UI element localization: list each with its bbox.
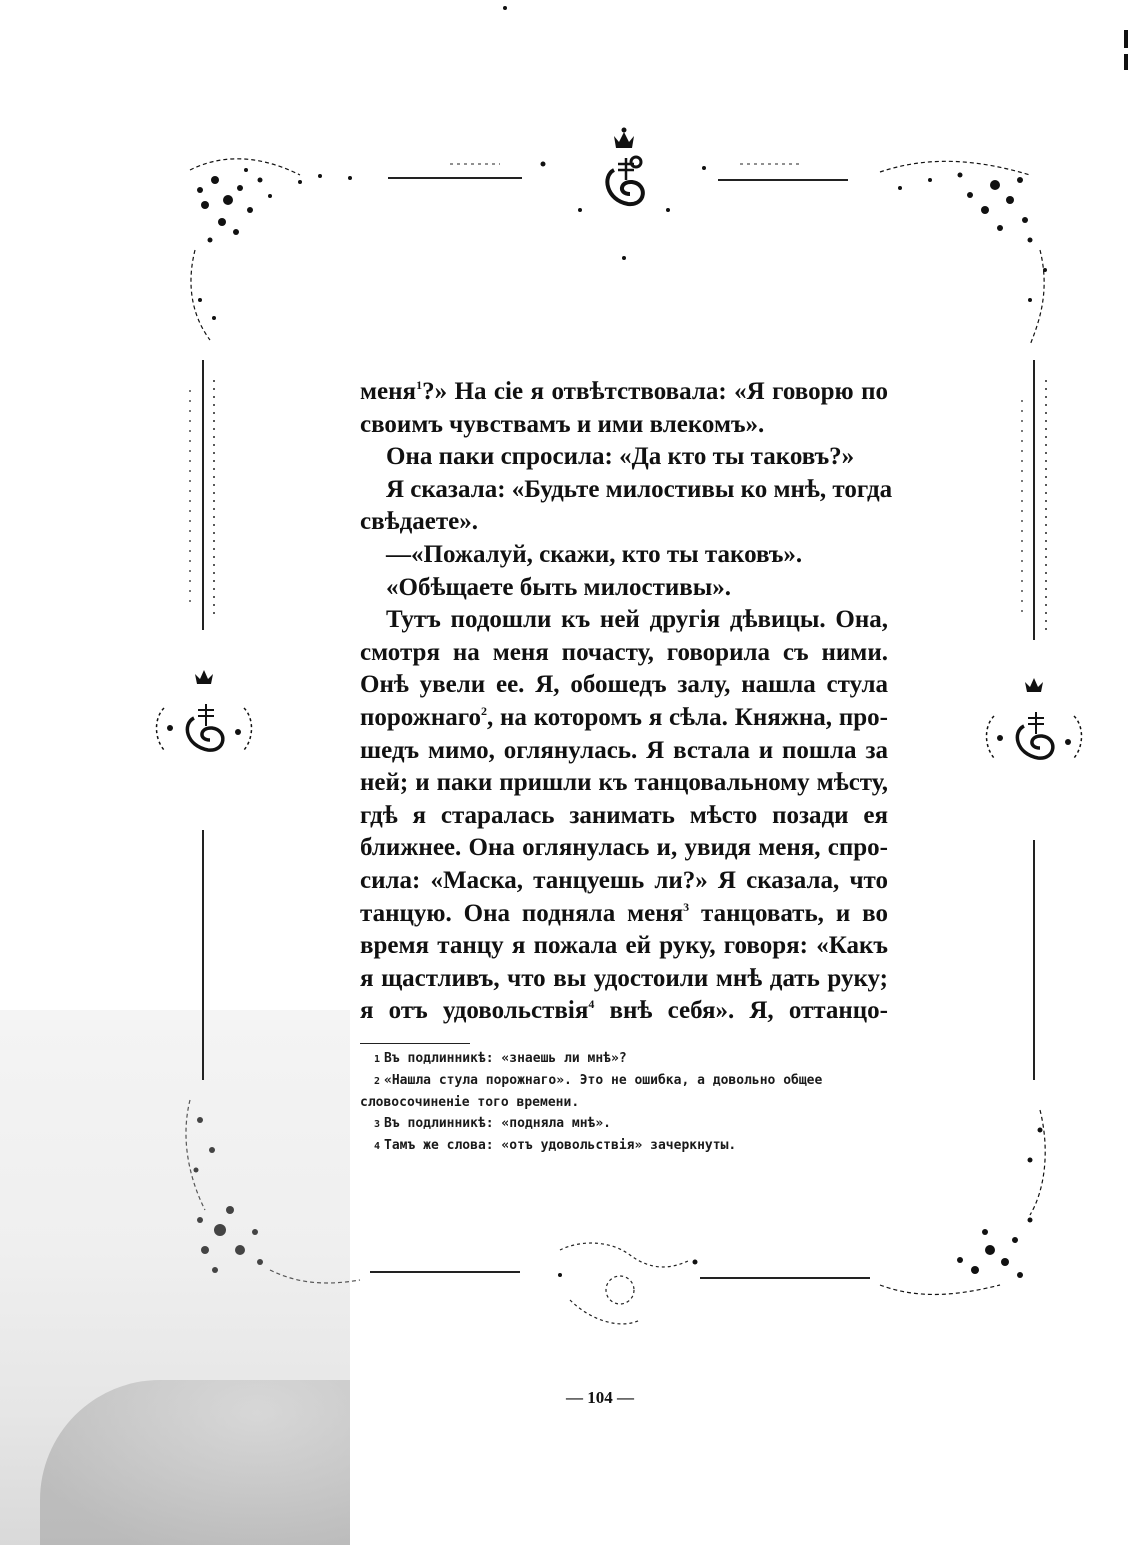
text-line	[360, 669, 888, 702]
text-line	[360, 604, 888, 637]
text-line-main: смотря на меня почасту, говорила съ ними.	[360, 638, 888, 666]
text-line-main: танцую. Она подняла меня	[360, 899, 684, 927]
text-line-main: свѣдаете».	[360, 508, 478, 536]
text-line	[360, 474, 893, 507]
text-line-main: шедъ мимо, оглянулась. Я встала и пошла за	[360, 736, 888, 764]
text-line-continuation: танцовать, и во	[689, 899, 888, 927]
footnote-text: Въ подлинникѣ: «знаешь ли мнѣ»?	[384, 1051, 627, 1066]
footnote	[360, 1113, 888, 1135]
text-line-main: порожнаго	[360, 703, 481, 731]
text-line-main: —«Пожалуй, скажи, кто ты таковъ».	[386, 540, 803, 568]
text-line-main: гдѣ я старалась занимать мѣсто позади ея	[360, 801, 888, 829]
footnote-marker: 2	[480, 703, 487, 718]
footnote-text: словосочиненіе того времени.	[360, 1095, 580, 1110]
footnote-marker: 1	[416, 378, 423, 392]
footnote-marker: 4	[588, 997, 595, 1012]
text-line-main: своимъ чувствамъ и ими влекомъ».	[360, 410, 765, 438]
text-line	[360, 898, 888, 931]
footnote-number: 4	[374, 1141, 381, 1152]
side-ornament-icon	[157, 670, 252, 750]
footnote	[360, 1070, 888, 1092]
text-line	[360, 637, 888, 670]
corner-flourish-icon	[190, 159, 352, 340]
text-line	[360, 702, 888, 735]
footnote-rule	[360, 1043, 470, 1044]
text-line	[360, 963, 888, 996]
corner-flourish-icon	[880, 1110, 1045, 1294]
footnote-number: 1	[374, 1054, 381, 1065]
corner-flourish-icon	[880, 161, 1047, 345]
text-line	[360, 735, 888, 768]
footnote	[360, 1092, 888, 1113]
text-line-main: Тутъ подошли къ ней другія дѣвицы. Она,	[386, 606, 888, 634]
body-text	[360, 376, 893, 1028]
text-line-main: я щастливъ, что вы удостоили мнѣ дать руку;	[360, 964, 888, 992]
corner-flourish-icon	[186, 1100, 360, 1283]
text-line	[360, 995, 888, 1028]
side-ornament-icon	[987, 678, 1082, 758]
text-line-main: я отъ удовольствія	[360, 997, 589, 1025]
page-number: — 104 —	[566, 1388, 634, 1407]
text-line	[360, 930, 888, 963]
crown-monogram-icon	[607, 128, 642, 205]
text-line	[360, 767, 888, 800]
text-line-main: Онѣ увели ее. Я, обошедъ залу, нашла стула	[360, 671, 888, 699]
text-line	[360, 539, 888, 572]
text-line	[360, 409, 888, 442]
text-line	[360, 832, 888, 865]
text-line	[360, 376, 888, 409]
footnote-marker: 3	[683, 899, 690, 914]
footnotes	[360, 1048, 888, 1157]
text-line-main: время танцу я пожала ей руку, говоря: «Какъ	[360, 932, 888, 960]
footnote-text: «Нашла стула порожнаго». Это не ошибка, а довольно общее	[384, 1073, 823, 1088]
text-line-continuation: , на которомъ я сѣла. Княжна, про-	[486, 703, 888, 731]
text-line	[360, 441, 888, 474]
text-line-continuation: ?» На сіе я отвѣтствовала: «Я говорю по	[422, 378, 888, 405]
text-line-main: ближнее. Она оглянулась и, увидя меня, спро-	[360, 834, 888, 862]
footnote	[360, 1135, 888, 1157]
text-line-main: сила: «Маска, танцуешь ли?» Я сказала, что	[360, 866, 888, 894]
text-line-main: Она паки спросила: «Да кто ты таковъ?»	[386, 443, 855, 471]
text-line	[360, 572, 888, 605]
text-line-main: меня	[360, 378, 417, 405]
text-line	[360, 865, 888, 898]
text-line-continuation: внѣ себя». Я, оттанцо-	[594, 997, 888, 1025]
text-line-main: ней; и паки пришли къ танцовальному мѣсту,	[360, 769, 888, 797]
text-line-main: «Обѣщаете быть милостивы».	[386, 573, 732, 601]
text-line	[360, 506, 888, 539]
footnote-text: Тамъ же слова: «отъ удовольствія» зачеркнуты.	[384, 1138, 737, 1153]
bottom-center-ornament	[560, 1243, 690, 1324]
footnote-number: 2	[374, 1076, 381, 1087]
footnote-number: 3	[374, 1119, 381, 1130]
footnote	[360, 1048, 888, 1070]
footnote-text: Въ подлинникѣ: «подняла мнѣ».	[384, 1116, 612, 1131]
text-line	[360, 800, 888, 833]
text-line-main: Я сказала: «Будьте милостивы ко мнѣ, тогда	[386, 475, 893, 503]
